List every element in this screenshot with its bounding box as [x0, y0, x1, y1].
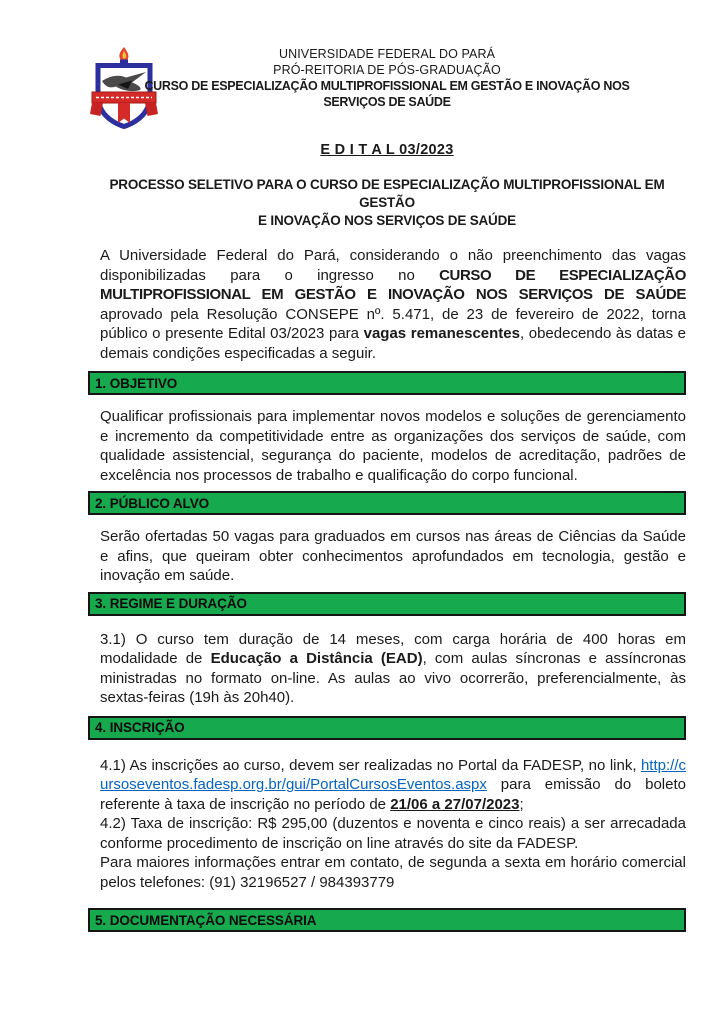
section-header-documentacao: [88, 908, 686, 932]
section-header-inscricao-label: 4. INSCRIÇÃO: [95, 720, 185, 735]
section-header-publico-alvo: [88, 491, 686, 515]
inscricao-period-dates: 21/06 a 27/07/2023: [390, 795, 520, 813]
section-regime-duracao-body: [88, 630, 686, 708]
section-header-regime-duracao: [88, 592, 686, 616]
inscricao-paragraph-41: [100, 756, 686, 815]
intro-run3: aprovado pela Resolução CONSEPE nº. 5.471, de 23 de fevereiro de 2022, torna público o presente Edital 03/2023 para: [100, 305, 686, 342]
regime-duracao-paragraph: [100, 630, 686, 708]
section-header-objetivo-label: 1. OBJETIVO: [95, 375, 178, 391]
section-header-documentacao-label: 5. DOCUMENTAÇÃO NECESSÁRIA: [95, 912, 317, 928]
document-subtitle: [88, 176, 686, 230]
section-header-inscricao: [88, 716, 686, 740]
regime-run1: 3.1) O curso tem duração de 14 meses, com carga horária de 400 horas em modalidade de: [100, 630, 686, 667]
inscricao-41-run2: para emissão do boleto referente à taxa de inscrição no período de: [100, 776, 686, 813]
letterhead-course-line2: SERVIÇOS DE SAÚDE: [323, 95, 451, 109]
inscricao-paragraph-42: 4.2) Taxa de inscrição: R$ 295,00 (duzentos e noventa e cinco reais) a ser arrecadada conforme procedimento de inscrição on line através do site da FADESP.: [100, 815, 686, 852]
intro-paragraph: [88, 246, 686, 363]
inscricao-41-run1: 4.1) As inscrições ao curso, devem ser realizadas no Portal da FADESP, no link,: [100, 756, 641, 774]
section-header-objetivo: [88, 371, 686, 395]
section-header-regime-duracao-label: 3. REGIME E DURAÇÃO: [95, 596, 247, 611]
section-publico-alvo-body: [88, 527, 686, 586]
letterhead: [88, 46, 686, 110]
intro-vagas-remanescentes-bold: vagas remanescentes: [363, 325, 520, 342]
section-inscricao-body: [88, 756, 686, 893]
fadesp-portal-link[interactable]: http://cursoseventos.fadesp.org.br/gui/PortalCursosEventos.aspx: [100, 756, 686, 793]
document-title: E D I T A L 03/2023: [320, 142, 454, 158]
regime-run3: , com aulas síncronas e assíncronas ministradas no formato on-line. As aulas ao vivo ocorrerão, preferencialmente, às sextas-feiras (19h às 20h40).: [100, 650, 687, 706]
intro-run5: , obedecendo às datas e demais condições especificadas a seguir.: [100, 325, 687, 362]
publico-alvo-paragraph: Serão ofertadas 50 vagas para graduados em cursos nas áreas de Ciências da Saúde e afins, que queiram obter conhecimentos aprofundados em tecnologia, gestão e inovação em saúde.: [100, 528, 686, 584]
subtitle-line2: E INOVAÇÃO NOS SERVIÇOS DE SAÚDE: [258, 213, 516, 228]
objetivo-paragraph: Qualificar profissionais para implementar novos modelos e soluções de gerenciamento e incremento da competitividade entre as organizações dos serviços de saúde, com qualidade assistencial, segurança do paciente, modelos de acreditação, padrões de excelência nos processos de trabalho e qualificação do corpo funcional.: [100, 408, 686, 484]
intro-course-name-bold: CURSO DE ESPECIALIZAÇÃO MULTIPROFISSIONAL EM GESTÃO E INOVAÇÃO NOS SERVIÇOS DE SAÚDE: [100, 266, 687, 303]
letterhead-prorectory: PRÓ-REITORIA DE PÓS-GRADUAÇÃO: [273, 63, 501, 77]
regime-ead-bold: Educação a Distância (EAD): [210, 650, 423, 667]
section-objetivo-body: [88, 407, 686, 485]
intro-run1: A Universidade Federal do Pará, considerando o não preenchimento das vagas disponibilizadas para o ingresso no: [100, 247, 686, 284]
letterhead-university: UNIVERSIDADE FEDERAL DO PARÁ: [278, 47, 496, 61]
section-header-publico-alvo-label: 2. PÚBLICO ALVO: [95, 495, 210, 511]
subtitle-line1: PROCESSO SELETIVO PARA O CURSO DE ESPECIALIZAÇÃO MULTIPROFISSIONAL EM GESTÃO: [109, 177, 665, 210]
inscricao-contact-paragraph: Para maiores informações entrar em contato, de segunda a sexta em horário comercial pelos telefones: (91) 32196527 / 984393779: [100, 854, 686, 891]
inscricao-41-run3: ;: [519, 795, 524, 813]
letterhead-course-line1: CURSO DE ESPECIALIZAÇÃO MULTIPROFISSIONAL EM GESTÃO E INOVAÇÃO NOS: [144, 79, 630, 93]
